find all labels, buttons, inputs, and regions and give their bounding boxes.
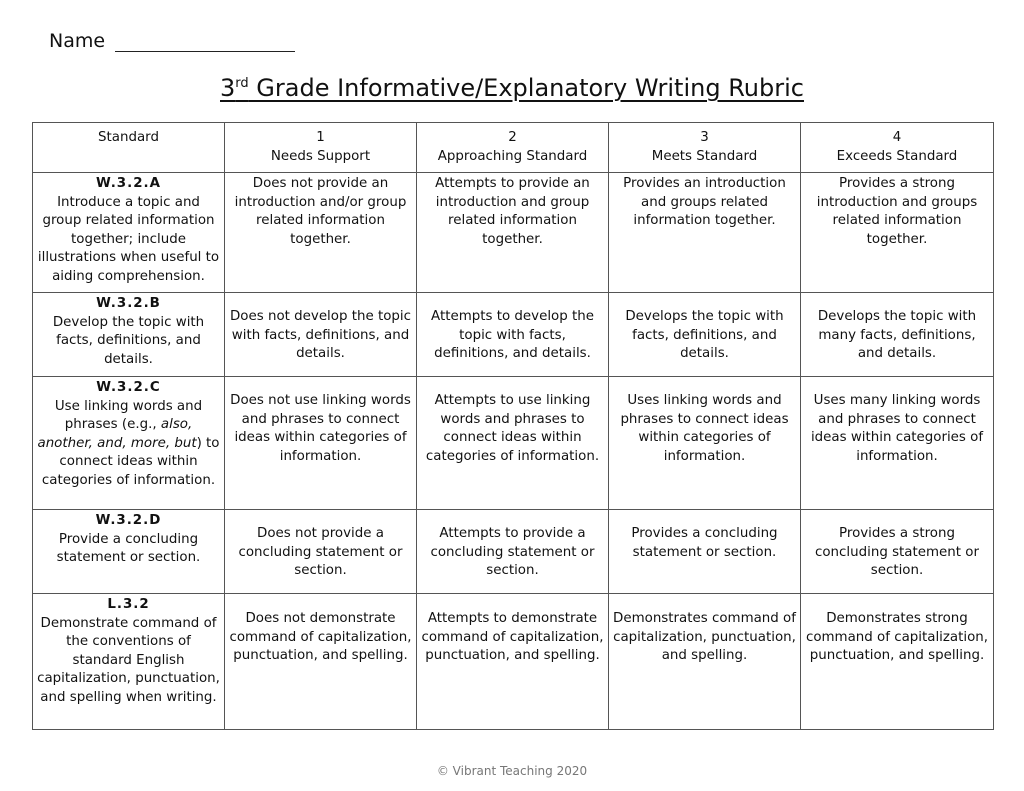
level-3-cell: Uses linking words and phrases to connect ideas within categories of information. <box>609 377 801 510</box>
title-text: Grade Informative/Explanatory Writing Rubric <box>248 74 804 102</box>
title-grade-number: 3 <box>220 74 236 102</box>
standard-text-pre: Use linking words and phrases (e.g., <box>54 398 203 433</box>
level-2-cell: Attempts to develop the topic with facts, definitions, and details. <box>417 293 609 377</box>
level-4-cell: Demonstrates strong command of capitalization, punctuation, and spelling. <box>801 594 994 730</box>
table-row <box>33 377 994 510</box>
name-blank-line[interactable] <box>115 31 295 52</box>
level-3-cell: Provides an introduction and groups related information together. <box>609 173 801 293</box>
standard-text: Provide a concluding statement or section. <box>56 531 201 566</box>
column-header-level-4 <box>801 123 994 173</box>
table-row <box>33 293 994 377</box>
copyright-footer: © Vibrant Teaching 2020 <box>436 764 588 778</box>
column-label: Exceeds Standard <box>836 148 958 164</box>
column-header-standard <box>33 123 225 173</box>
page-title <box>0 74 1024 102</box>
level-1-cell: Does not provide an introduction and/or group related information together. <box>225 173 417 293</box>
standard-text: Develop the topic with facts, definitions, and details. <box>52 314 205 367</box>
table-row <box>33 594 994 730</box>
standard-code: W.3.2.A <box>96 176 161 191</box>
table-row <box>33 510 994 594</box>
level-1-cell: Does not use linking words and phrases to connect ideas within categories of information. <box>225 377 417 510</box>
standard-cell <box>33 377 225 510</box>
standard-cell <box>33 594 225 730</box>
level-3-cell: Provides a concluding statement or section. <box>609 510 801 594</box>
column-label: Needs Support <box>270 148 371 164</box>
standard-text-post: ) to connect ideas within categories of information. <box>41 435 220 488</box>
column-number: 2 <box>508 130 517 145</box>
table-row <box>33 173 994 293</box>
level-2-cell: Attempts to provide an introduction and group related information together. <box>417 173 609 293</box>
standard-code: W.3.2.B <box>96 296 161 311</box>
standard-text-examples: also, another, and, more, but <box>37 417 197 451</box>
header-row <box>33 123 994 173</box>
standard-code: L.3.2 <box>107 597 150 612</box>
standard-cell <box>33 510 225 594</box>
standard-cell <box>33 173 225 293</box>
level-3-cell: Develops the topic with facts, definitions, and details. <box>609 293 801 377</box>
level-1-cell: Does not provide a concluding statement or section. <box>225 510 417 594</box>
level-2-cell: Attempts to demonstrate command of capitalization, punctuation, and spelling. <box>417 594 609 730</box>
column-number: 4 <box>892 130 902 145</box>
level-2-cell: Attempts to use linking words and phrases to connect ideas within categories of information. <box>417 377 609 510</box>
level-1-cell: Does not develop the topic with facts, definitions, and details. <box>225 293 417 377</box>
standard-text: Introduce a topic and group related information together; include illustrations when useful to aiding comprehension. <box>37 194 220 284</box>
level-3-cell: Demonstrates command of capitalization, punctuation, and spelling. <box>609 594 801 730</box>
column-label: Standard <box>98 130 159 145</box>
column-number: 1 <box>316 130 325 145</box>
standard-code: W.3.2.C <box>96 380 161 395</box>
level-4-cell: Uses many linking words and phrases to connect ideas within categories of information. <box>801 377 994 510</box>
level-4-cell: Develops the topic with many facts, definitions, and details. <box>801 293 994 377</box>
standard-code: W.3.2.D <box>95 513 162 528</box>
name-label: Name <box>49 30 106 52</box>
level-2-cell: Attempts to provide a concluding statement or section. <box>417 510 609 594</box>
level-4-cell: Provides a strong concluding statement or section. <box>801 510 994 594</box>
column-label: Approaching Standard <box>437 148 588 164</box>
standard-cell <box>33 293 225 377</box>
rubric-table <box>32 122 994 730</box>
column-label: Meets Standard <box>651 148 758 164</box>
name-field[interactable] <box>49 30 295 52</box>
level-1-cell: Does not demonstrate command of capitalization, punctuation, and spelling. <box>225 594 417 730</box>
standard-text: Demonstrate command of the conventions of standard English capitalization, punctuation, and spelling when writing. <box>37 615 220 705</box>
column-header-level-1 <box>225 123 417 173</box>
level-4-cell: Provides a strong introduction and groups related information together. <box>801 173 994 293</box>
title-superscript: rd <box>235 76 249 91</box>
column-header-level-3 <box>609 123 801 173</box>
column-header-level-2 <box>417 123 609 173</box>
column-number: 3 <box>700 130 709 145</box>
